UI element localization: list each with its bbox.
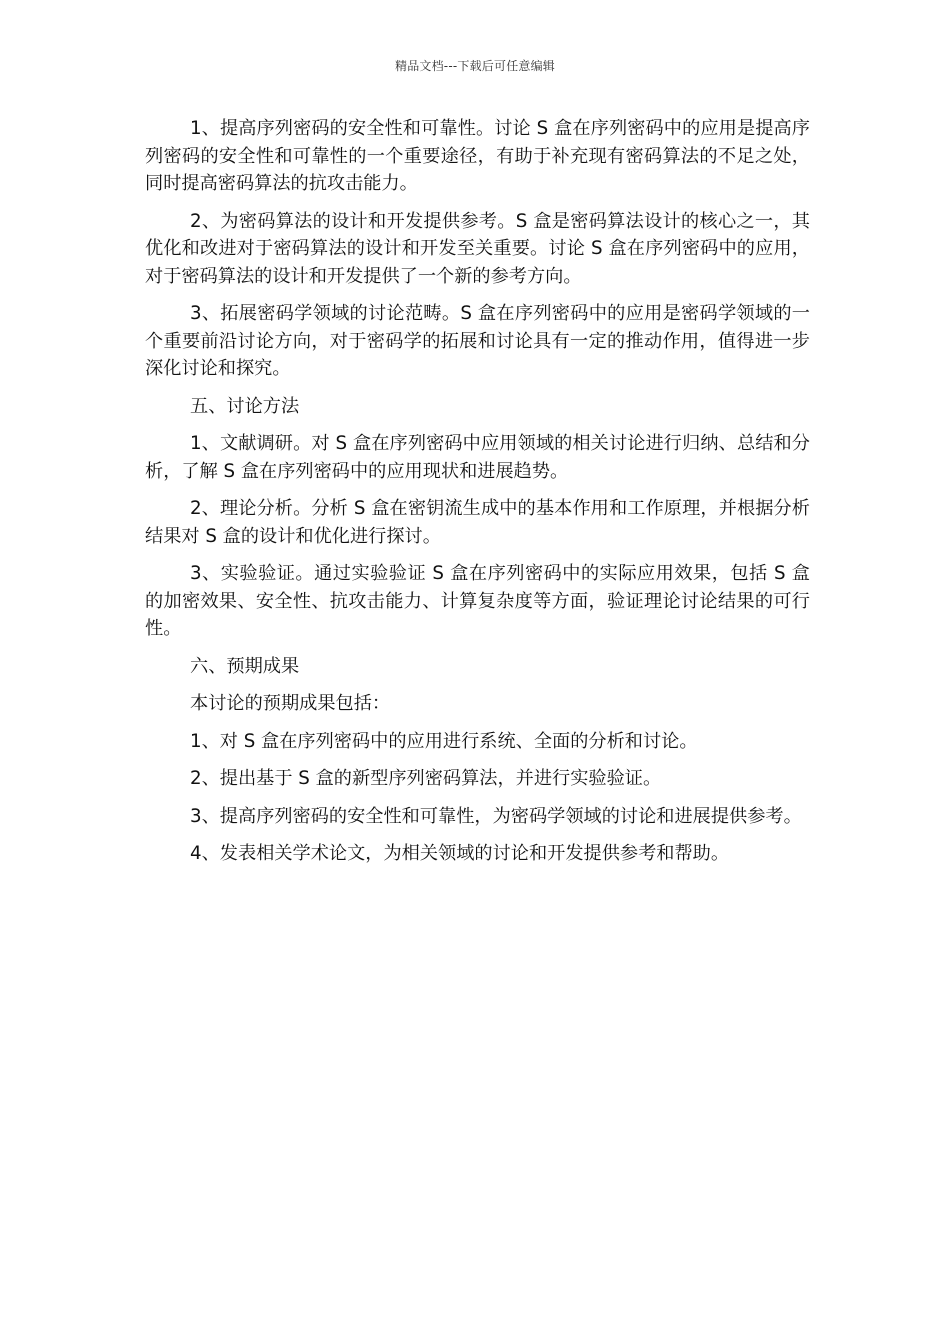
paragraph-method-1: 1、文献调研。对 S 盒在序列密码中应用领域的相关讨论进行归纳、总结和分析，了解 S 盒在序列密码中的应用现状和进展趋势。 <box>145 433 810 482</box>
document-body <box>145 115 810 878</box>
paragraph-method-3: 3、实验验证。通过实验验证 S 盒在序列密码中的实际应用效果，包括 S 盒的加密效果、安全性、抗攻击能力、计算复杂度等方面，验证理论讨论结果的可行性。 <box>145 563 810 639</box>
paragraph-outcome-2: 2、提出基于 S 盒的新型序列密码算法，并进行实验验证。 <box>190 768 662 789</box>
paragraph-method-2: 2、理论分析。分析 S 盒在密钥流生成中的基本作用和工作原理，并根据分析结果对 S 盒的设计和优化进行探讨。 <box>145 498 810 547</box>
paragraph-outcomes-intro: 本讨论的预期成果包括： <box>190 693 391 714</box>
paragraph-outcome-4: 4、发表相关学术论文，为相关领域的讨论和开发提供参考和帮助。 <box>190 843 730 864</box>
paragraph-significance-3: 3、拓展密码学领域的讨论范畴。S 盒在序列密码中的应用是密码学领域的一个重要前沿讨论方向，对于密码学的拓展和讨论具有一定的推动作用，值得进一步深化讨论和探究。 <box>145 303 810 379</box>
page-header: 精品文档---下载后可任意编辑 <box>395 59 555 73</box>
section-heading-methods: 五、讨论方法 <box>190 395 300 417</box>
paragraph-significance-2: 2、为密码算法的设计和开发提供参考。S 盒是密码算法设计的核心之一，其优化和改进对于密码算法的设计和开发至关重要。讨论 S 盒在序列密码中的应用，对于密码算法的设计和开发提供了一个新的参考方向。 <box>145 210 810 287</box>
paragraph-significance-1: 1、提高序列密码的安全性和可靠性。讨论 S 盒在序列密码中的应用是提高序列密码的安全性和可靠性的一个重要途径，有助于补充现有密码算法的不足之处，同时提高密码算法的抗攻击能力。 <box>145 118 810 194</box>
section-heading-outcomes: 六、预期成果 <box>190 655 300 677</box>
paragraph-outcome-1: 1、对 S 盒在序列密码中的应用进行系统、全面的分析和讨论。 <box>190 730 698 752</box>
paragraph-outcome-3: 3、提高序列密码的安全性和可靠性，为密码学领域的讨论和进展提供参考。 <box>190 805 802 827</box>
